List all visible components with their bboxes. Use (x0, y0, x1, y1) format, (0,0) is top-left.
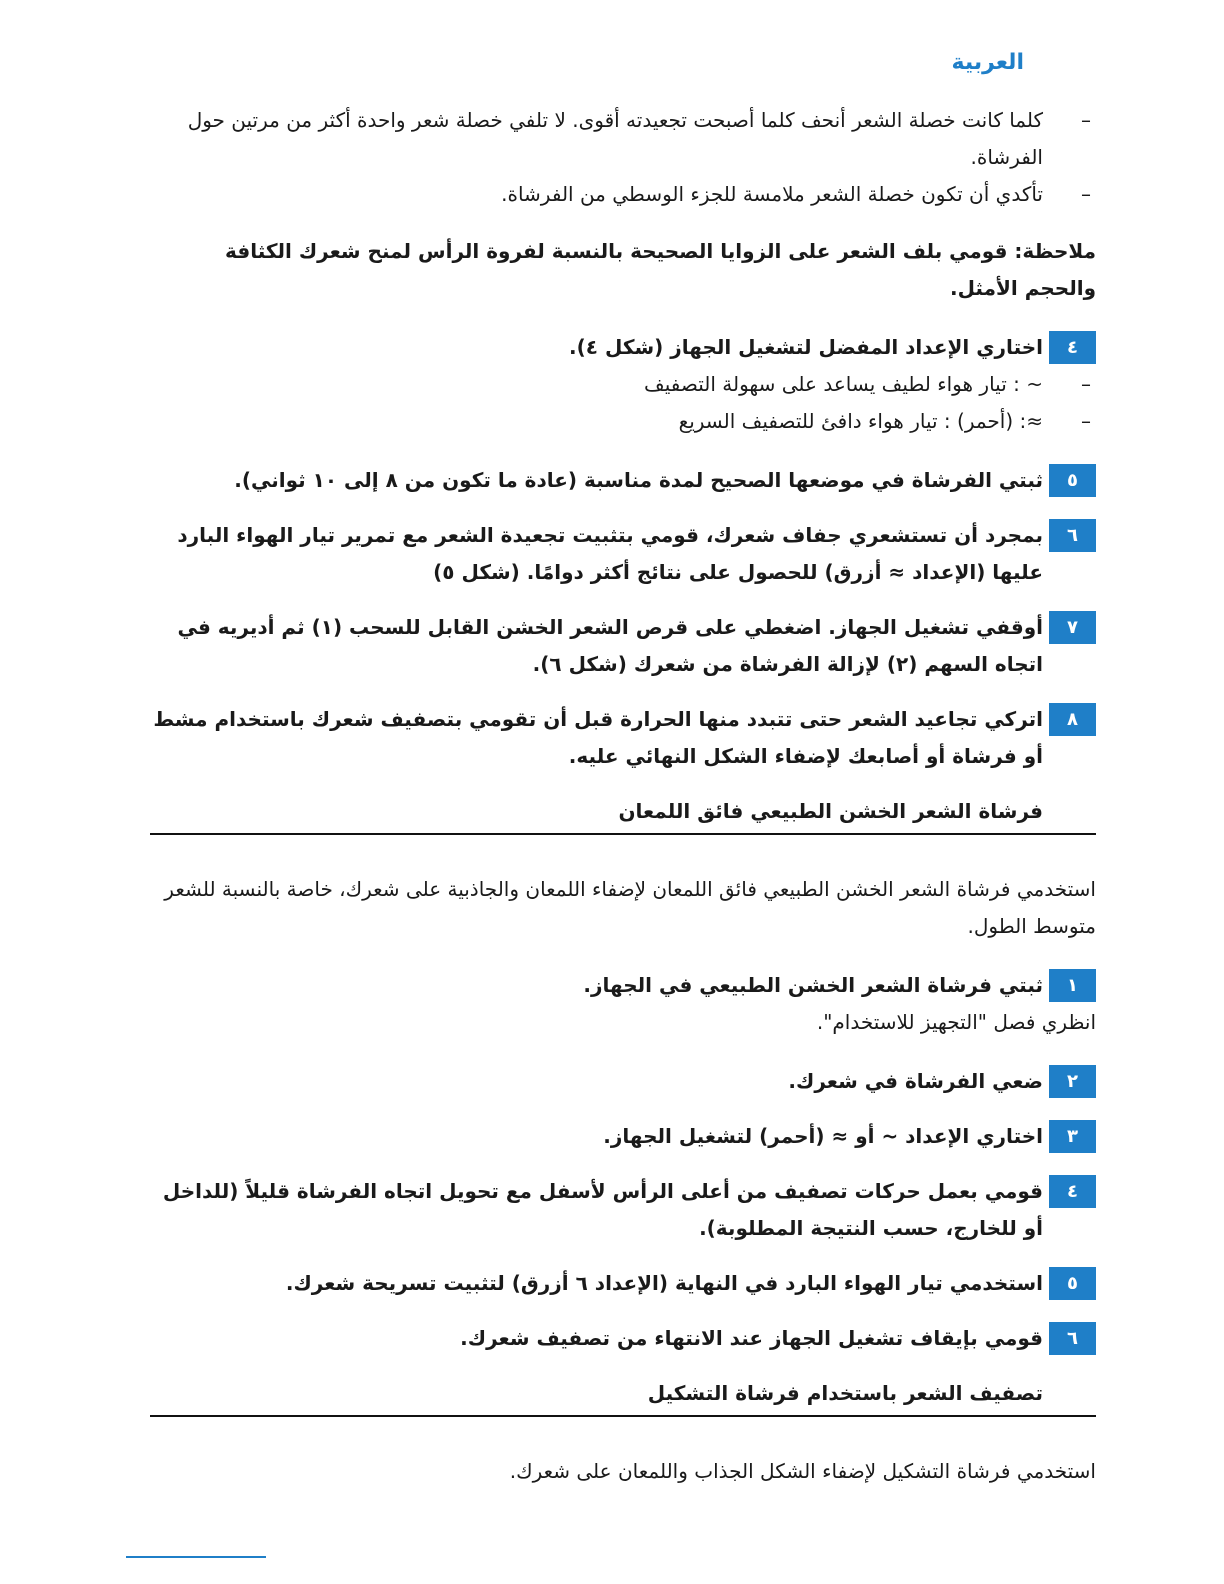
step-text: اختاري الإعداد ~ أو ≈ (أحمر) لتشغيل الجهاز. (603, 1124, 1043, 1148)
step-text: استخدمي تيار الهواء البارد في النهاية (الإعداد ٦ أزرق) لتثبيت تسريحة شعرك. (285, 1271, 1043, 1295)
step-6 (150, 517, 1096, 591)
language-label: العربية (951, 50, 1024, 75)
step-number: ٨ (1049, 703, 1096, 736)
step-text: اختاري الإعداد المفضل لتشغيل الجهاز (شكل ٤). (569, 335, 1043, 359)
dash-bullet: – (1081, 372, 1091, 396)
step-number: ٢ (1049, 1065, 1096, 1098)
list-item (150, 176, 1096, 213)
step-1 (150, 967, 1096, 1004)
step-number: ٥ (1049, 464, 1096, 497)
step-text: بمجرد أن تستشعري جفاف شعرك، قومي بتثبيت تجعيدة الشعر مع تمرير تيار الهواء البارد عليها (الإعداد ≈ أزرق) للحصول على نتائج أكثر دوامًا. (شكل ٥) (177, 523, 1043, 584)
step-number: ٦ (1049, 1322, 1096, 1355)
page-content (150, 102, 1096, 1490)
step-5 (150, 462, 1096, 499)
note-text: ملاحظة: قومي بلف الشعر على الزوايا الصحيحة بالنسبة لفروة الرأس لمنح شعرك الكثافة والحجم الأمثل. (224, 239, 1096, 300)
step-number: ٤ (1049, 331, 1096, 364)
step-text: اتركي تجاعيد الشعر حتى تتبدد منها الحرارة قبل أن تقومي بتصفيف شعرك باستخدام مشط أو فرشاة أو أصابعك لإضفاء الشكل النهائي عليه. (153, 707, 1043, 768)
dash-bullet: – (1081, 108, 1091, 132)
step-text: قومي بعمل حركات تصفيف من أعلى الرأس لأسفل مع تحويل اتجاه الفرشاة قليلاً (للداخل أو للخارج، حسب النتيجة المطلوبة). (162, 1179, 1043, 1240)
step-number: ١ (1049, 969, 1096, 1002)
step-2 (150, 1063, 1096, 1100)
step-number: ٥ (1049, 1267, 1096, 1300)
dash-bullet: – (1081, 182, 1091, 206)
list-item-text: ≈: (أحمر) : تيار هواء دافئ للتصفيف السريع (678, 409, 1043, 433)
step-number: ٤ (1049, 1175, 1096, 1208)
list-item-text: ~ : تيار هواء لطيف يساعد على سهولة التصفيف (644, 372, 1043, 396)
step-4b (150, 1173, 1096, 1247)
step-7 (150, 609, 1096, 683)
step-4 (150, 329, 1096, 366)
section-intro: استخدمي فرشاة التشكيل لإضفاء الشكل الجذاب واللمعان على شعرك. (509, 1459, 1096, 1483)
list-item (150, 366, 1096, 403)
step-5b (150, 1265, 1096, 1302)
list-item (150, 403, 1096, 440)
step-number: ٣ (1049, 1120, 1096, 1153)
step-text: أوقفي تشغيل الجهاز. اضغطي على قرص الشعر الخشن القابل للسحب (١) ثم أديريه في اتجاه السهم (٢) لإزالة الفرشاة من شعرك (شكل ٦). (177, 615, 1043, 676)
section-intro: استخدمي فرشاة الشعر الخشن الطبيعي فائق اللمعان لإضفاء اللمعان والجاذبية على شعرك، خاصة بالنسبة للشعر متوسط الطول. (164, 877, 1096, 938)
step-text: ضعي الفرشاة في شعرك. (788, 1069, 1043, 1093)
step-text: ثبتي الفرشاة في موضعها الصحيح لمدة مناسبة (عادة ما تكون من ٨ إلى ١٠ ثواني). (234, 468, 1043, 492)
list-item-text: كلما كانت خصلة الشعر أنحف كلما أصبحت تجعيدته أقوى. لا تلفي خصلة شعر واحدة أكثر من مرتين حول الفرشاة. (187, 108, 1043, 169)
list-item-text: تأكدي أن تكون خصلة الشعر ملامسة للجزء الوسطي من الفرشاة. (501, 182, 1043, 206)
section-heading: فرشاة الشعر الخشن الطبيعي فائق اللمعان (150, 793, 1096, 835)
step-3 (150, 1118, 1096, 1155)
step-number: ٦ (1049, 519, 1096, 552)
step-8 (150, 701, 1096, 775)
step-note: انظري فصل "التجهيز للاستخدام". (816, 1010, 1096, 1034)
step-text: ثبتي فرشاة الشعر الخشن الطبيعي في الجهاز. (583, 973, 1043, 997)
footer-rule (126, 1556, 266, 1558)
step-number: ٧ (1049, 611, 1096, 644)
step-6b (150, 1320, 1096, 1357)
dash-bullet: – (1081, 409, 1091, 433)
section-heading: تصفيف الشعر باستخدام فرشاة التشكيل (150, 1375, 1096, 1417)
list-item (150, 102, 1096, 176)
intro-list (150, 102, 1096, 213)
step-text: قومي بإيقاف تشغيل الجهاز عند الانتهاء من تصفيف شعرك. (460, 1326, 1043, 1350)
